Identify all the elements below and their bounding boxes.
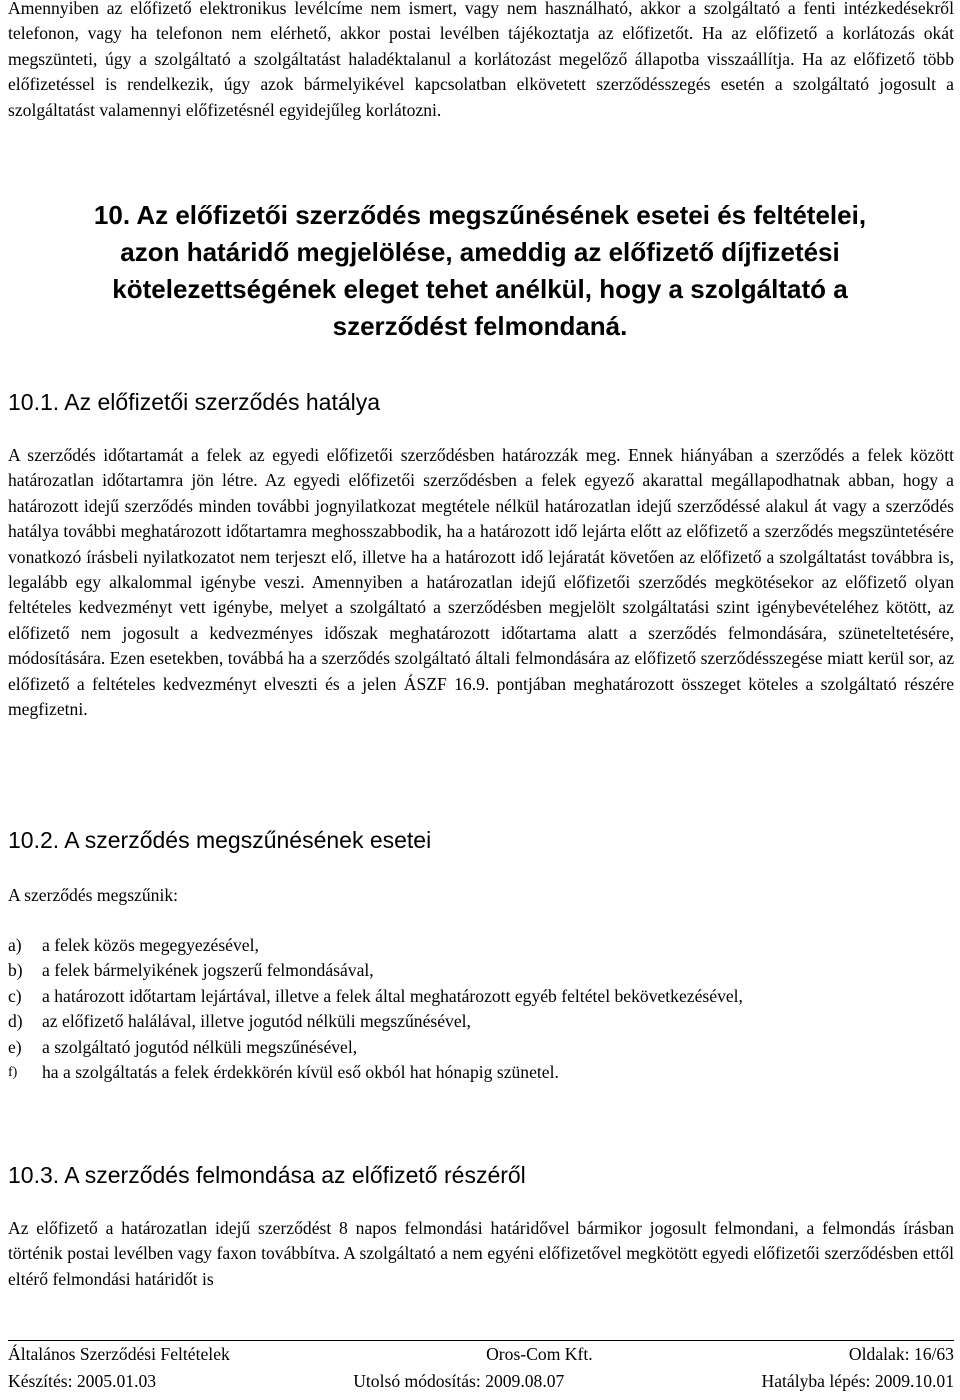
- list-item-text: a szolgáltató jogutód nélküli megszűnésével,: [42, 1036, 358, 1057]
- footer-doc-title: Általános Szerződési Feltételek: [8, 1344, 230, 1364]
- page-footer: [8, 1340, 954, 1395]
- list-marker: e): [8, 1036, 22, 1057]
- list-marker: c): [8, 985, 22, 1006]
- section-10-3-heading: 10.3. A szerződés felmondása az előfizető részéről: [8, 1162, 526, 1188]
- list-item-text: a határozott időtartam lejártával, illetve a felek által meghatározott egyéb feltétel bekövetkezésével,: [42, 985, 743, 1006]
- footer-row-2: [8, 1368, 954, 1395]
- section-10-title: 10. Az előfizetői szerződés megszűnésének esetei és feltételei, azon határidő megjelölése, ameddig az előfizető díjfizetési kötelezettségének eleget tehet anélkül, hogy a szolgáltató a szerződést felmondaná.: [93, 200, 867, 341]
- list-item: [8, 1009, 954, 1034]
- section-10-2-heading: 10.2. A szerződés megszűnésének esetei: [8, 827, 432, 853]
- document-page: [8, 0, 954, 1400]
- footer-modified-date: Utolsó módosítás: 2009.08.07: [353, 1371, 565, 1391]
- footer-page-number: Oldalak: 16/63: [848, 1344, 954, 1364]
- section-10-1-heading: 10.1. Az előfizetői szerződés hatálya: [8, 389, 381, 415]
- list-item: [8, 933, 954, 958]
- section-10-2-intro: A szerződés megszűnik:: [8, 885, 179, 905]
- termination-cases-list: [8, 933, 954, 1085]
- list-marker: f): [8, 1065, 18, 1081]
- list-item: [8, 958, 954, 983]
- footer-effective-date: Hatályba lépés: 2009.10.01: [761, 1371, 954, 1391]
- list-item: [8, 1035, 954, 1060]
- list-marker: a): [8, 935, 22, 955]
- footer-company: Oros-Com Kft.: [486, 1344, 593, 1364]
- list-item-text: a felek bármelyikének jogszerű felmondásával,: [42, 960, 374, 981]
- list-item-text: ha a szolgáltatás a felek érdekkörén kívül eső okból hat hónapig szünetel.: [42, 1062, 559, 1083]
- list-marker: b): [8, 960, 23, 981]
- list-marker: d): [8, 1011, 23, 1032]
- section-10-3-body: Az előfizető a határozatlan idejű szerződést 8 napos felmondási határidővel bármikor jogosult felmondani, a felmondás írásban történik postai levélben vagy faxon továbbítva. A szolgáltató a nem egyéni előfizetővel megkötött egyedi előfizetői szerződésben ettől eltérő felmondási határidőt is: [8, 1218, 954, 1289]
- intro-paragraph: Amennyiben az előfizető elektronikus levélcíme nem ismert, vagy nem használható, akkor a szolgáltató a fenti intézkedésekről telefonon, vagy ha telefonon nem elérhető, akkor postai levélben tájékoztatja az előfizetőt. Ha az előfizető a korlátozás okát megszünteti, úgy a szolgáltató a szolgáltatást haladéktalanul a korlátozást megelőző állapotba visszaállítja. Ha az előfizető több előfizetéssel is rendelkezik, úgy azok bármelyikével kapcsolatban elkövetett szerződésszegés esetén a szolgáltató jogosult a szolgáltatást valamennyi előfizetésnél egyidejűleg korlátozni.: [8, 0, 954, 120]
- list-item-text: az előfizető halálával, illetve jogutód nélküli megszűnésével,: [42, 1011, 471, 1032]
- list-item-text: a felek közös megegyezésével,: [42, 935, 259, 955]
- section-10-1-body: A szerződés időtartamát a felek az egyedi előfizetői szerződésben határozzák meg. Ennek hiányában a szerződés a felek között határozatlan időtartamra jön létre. Az egyedi előfizetői szerződésben a felek egyező akarattal megállapodhatnak abban, hogy a határozott idejű szerződés minden további jognyilatkozat megtétele nélkül határozatlan idejű szerződéssé alakul át vagy a szerződés hatálya további meghatározott időtartamra meghosszabbodik, ha a határozott idő lejárta előtt az előfizető a szerződés megszüntetésére vonatkozó írásbeli nyilatkozatot nem terjeszt elő, illetve ha a határozott idő lejáratát követően az előfizető a szolgáltatást továbbra is, legalább egy alkalommal igénybe veszi. Amennyiben a határozatlan idejű előfizetői szerződés megkötésekor az előfizető olyan feltételes kedvezményt vett igénybe, melyet a szolgáltató a szerződésben megjelölt szolgáltatási szint igénybevételéhez kötött, az előfizető nem jogosult a kedvezményes időszak meghatározott időtartama alatt a szerződés felmondására, szüneteltetésére, módosítására. Ezen esetekben, továbbá ha a szerződés szolgáltató általi felmondására az előfizető szerződésszegése miatt kerül sor, az előfizető a feltételes kedvezményt elveszti és a jelen ÁSZF 16.9. pontjában meghatározott összeget köteles a szolgáltató részére megfizetni.: [8, 445, 954, 720]
- list-item: [8, 984, 954, 1009]
- list-item: [8, 1060, 954, 1085]
- footer-row-1: [8, 1341, 954, 1368]
- footer-created-date: Készítés: 2005.01.03: [8, 1371, 157, 1391]
